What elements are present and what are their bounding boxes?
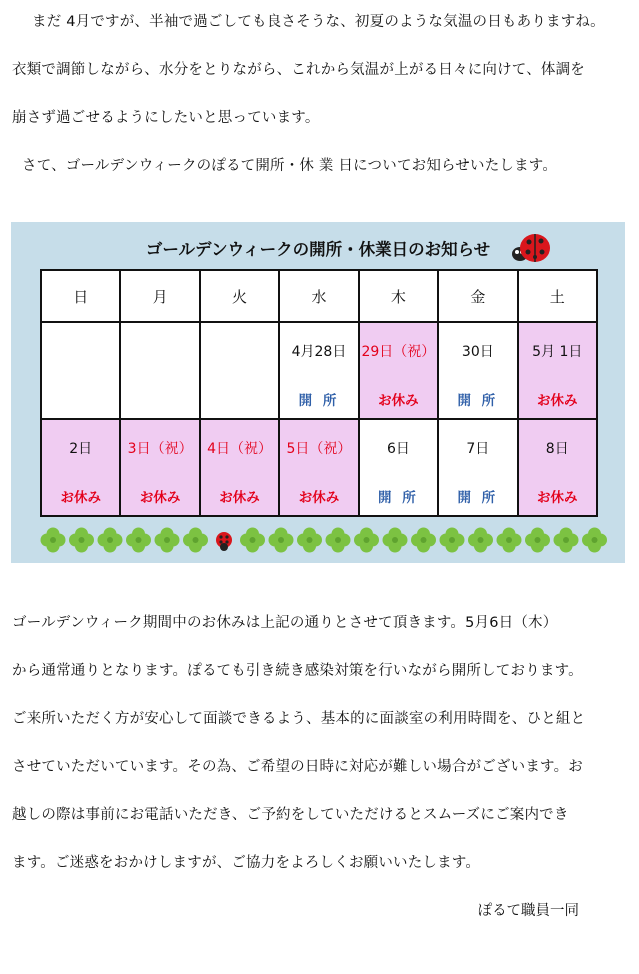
clover-icon (354, 528, 379, 553)
closed-label: お休み (60, 490, 101, 506)
closed-label: お休み (139, 490, 181, 506)
clover-icon (69, 528, 94, 553)
calendar-day-cell (200, 419, 279, 516)
calendar-week-row (41, 419, 597, 516)
clover-icon (497, 528, 522, 553)
calendar-day-cell (279, 322, 358, 419)
closed-label: お休み (298, 490, 340, 506)
clover-icon (326, 528, 351, 553)
calendar-day-cell (438, 419, 517, 516)
calendar-day-cell (518, 419, 597, 516)
calendar-date: 30日 (461, 344, 494, 360)
calendar-date: 4日（祝） (207, 441, 273, 457)
calendar-day-cell (120, 419, 199, 516)
open-label: 開 所 (457, 490, 499, 506)
weekday-header: 日 (41, 270, 120, 322)
calendar-day-cell (200, 322, 279, 419)
clover-icon (582, 528, 607, 553)
closed-label: お休み (378, 393, 419, 409)
calendar-date: 2日 (69, 441, 93, 457)
calendar-date: 5月 1日 (532, 344, 583, 360)
calendar-date: 29日（祝） (361, 344, 436, 360)
clover-icon (468, 528, 493, 553)
clover-icon (554, 528, 579, 553)
open-label: 開 所 (298, 393, 340, 409)
clover-icon (411, 528, 436, 553)
calendar-day-cell (359, 322, 438, 419)
intro-line-3: 崩さず過ごせるようにしたいと思っています。 (12, 110, 320, 126)
body-line-4: させていただいています。その為、ご希望の日時に対応が難しい場合がございます。お (12, 759, 583, 775)
clover-icon (183, 528, 208, 553)
calendar-date: 4月28日 (291, 344, 347, 360)
clover-icon (383, 528, 408, 553)
calendar-date: 5日（祝） (286, 441, 352, 457)
intro-line-1: まだ 4月ですが、半袖で過ごしても良さそうな、初夏のような気温の日もありますね。 (32, 14, 605, 30)
weekday-header: 月 (120, 270, 199, 322)
calendar-table (40, 269, 598, 517)
calendar-day-cell (41, 419, 120, 516)
ladybug-icon (510, 228, 554, 268)
closed-label: お休み (537, 490, 578, 506)
clover-border (39, 522, 609, 558)
clover-icon (269, 528, 294, 553)
calendar-date: 6日 (386, 441, 410, 457)
open-label: 開 所 (378, 490, 419, 506)
calendar-date: 8日 (545, 441, 569, 457)
signature: ぽるて職員一同 (477, 903, 579, 919)
calendar-day-cell (120, 322, 199, 419)
weekday-header-row (41, 270, 597, 322)
clover-icon (297, 528, 322, 553)
clover-icon (155, 528, 180, 553)
intro-line-4: さて、ゴールデンウィークのぽるて開所・休 業 日についてお知らせいたします。 (22, 158, 558, 174)
calendar-date: 3日（祝） (127, 441, 193, 457)
closed-label: お休み (537, 393, 578, 409)
calendar-day-cell (279, 419, 358, 516)
ladybug-icon (216, 532, 232, 551)
weekday-header: 土 (518, 270, 597, 322)
body-line-6: ます。ご迷惑をおかけしますが、ご協力をよろしくお願いいたします。 (12, 855, 481, 871)
calendar-day-cell (518, 322, 597, 419)
weekday-header: 水 (279, 270, 358, 322)
body-line-3: ご来所いただく方が安心して面談できるよう、基本的に面談室の利用時間を、ひと組と (12, 711, 586, 727)
notice-box (11, 222, 625, 563)
weekday-header: 木 (359, 270, 438, 322)
clover-icon (41, 528, 66, 553)
closed-label: お休み (219, 490, 260, 506)
clover-icon (126, 528, 151, 553)
clover-icon (240, 528, 265, 553)
calendar-day-cell (359, 419, 438, 516)
weekday-header: 火 (200, 270, 279, 322)
weekday-header: 金 (438, 270, 517, 322)
body-line-2: から通常通りとなります。ぽるても引き続き感染対策を行いながら開所しております。 (12, 663, 583, 679)
clover-icon (98, 528, 123, 553)
notice-title: ゴールデンウィークの開所・休業日のお知らせ (145, 240, 491, 259)
calendar-date: 7日 (466, 441, 490, 457)
clover-icon (440, 528, 465, 553)
body-line-1: ゴールデンウィーク期間中のお休みは上記の通りとさせて頂きます。5月6日（木） (12, 615, 558, 631)
calendar-day-cell (438, 322, 517, 419)
calendar-day-cell (41, 322, 120, 419)
clover-icon (525, 528, 550, 553)
calendar-week-row (41, 322, 597, 419)
intro-line-2: 衣類で調節しながら、水分をとりながら、これから気温が上がる日々に向けて、体調を (12, 62, 586, 78)
body-line-5: 越しの際は事前にお電話いただき、ご予約をしていただけるとスムーズにご案内でき (12, 807, 569, 823)
open-label: 開 所 (457, 393, 499, 409)
